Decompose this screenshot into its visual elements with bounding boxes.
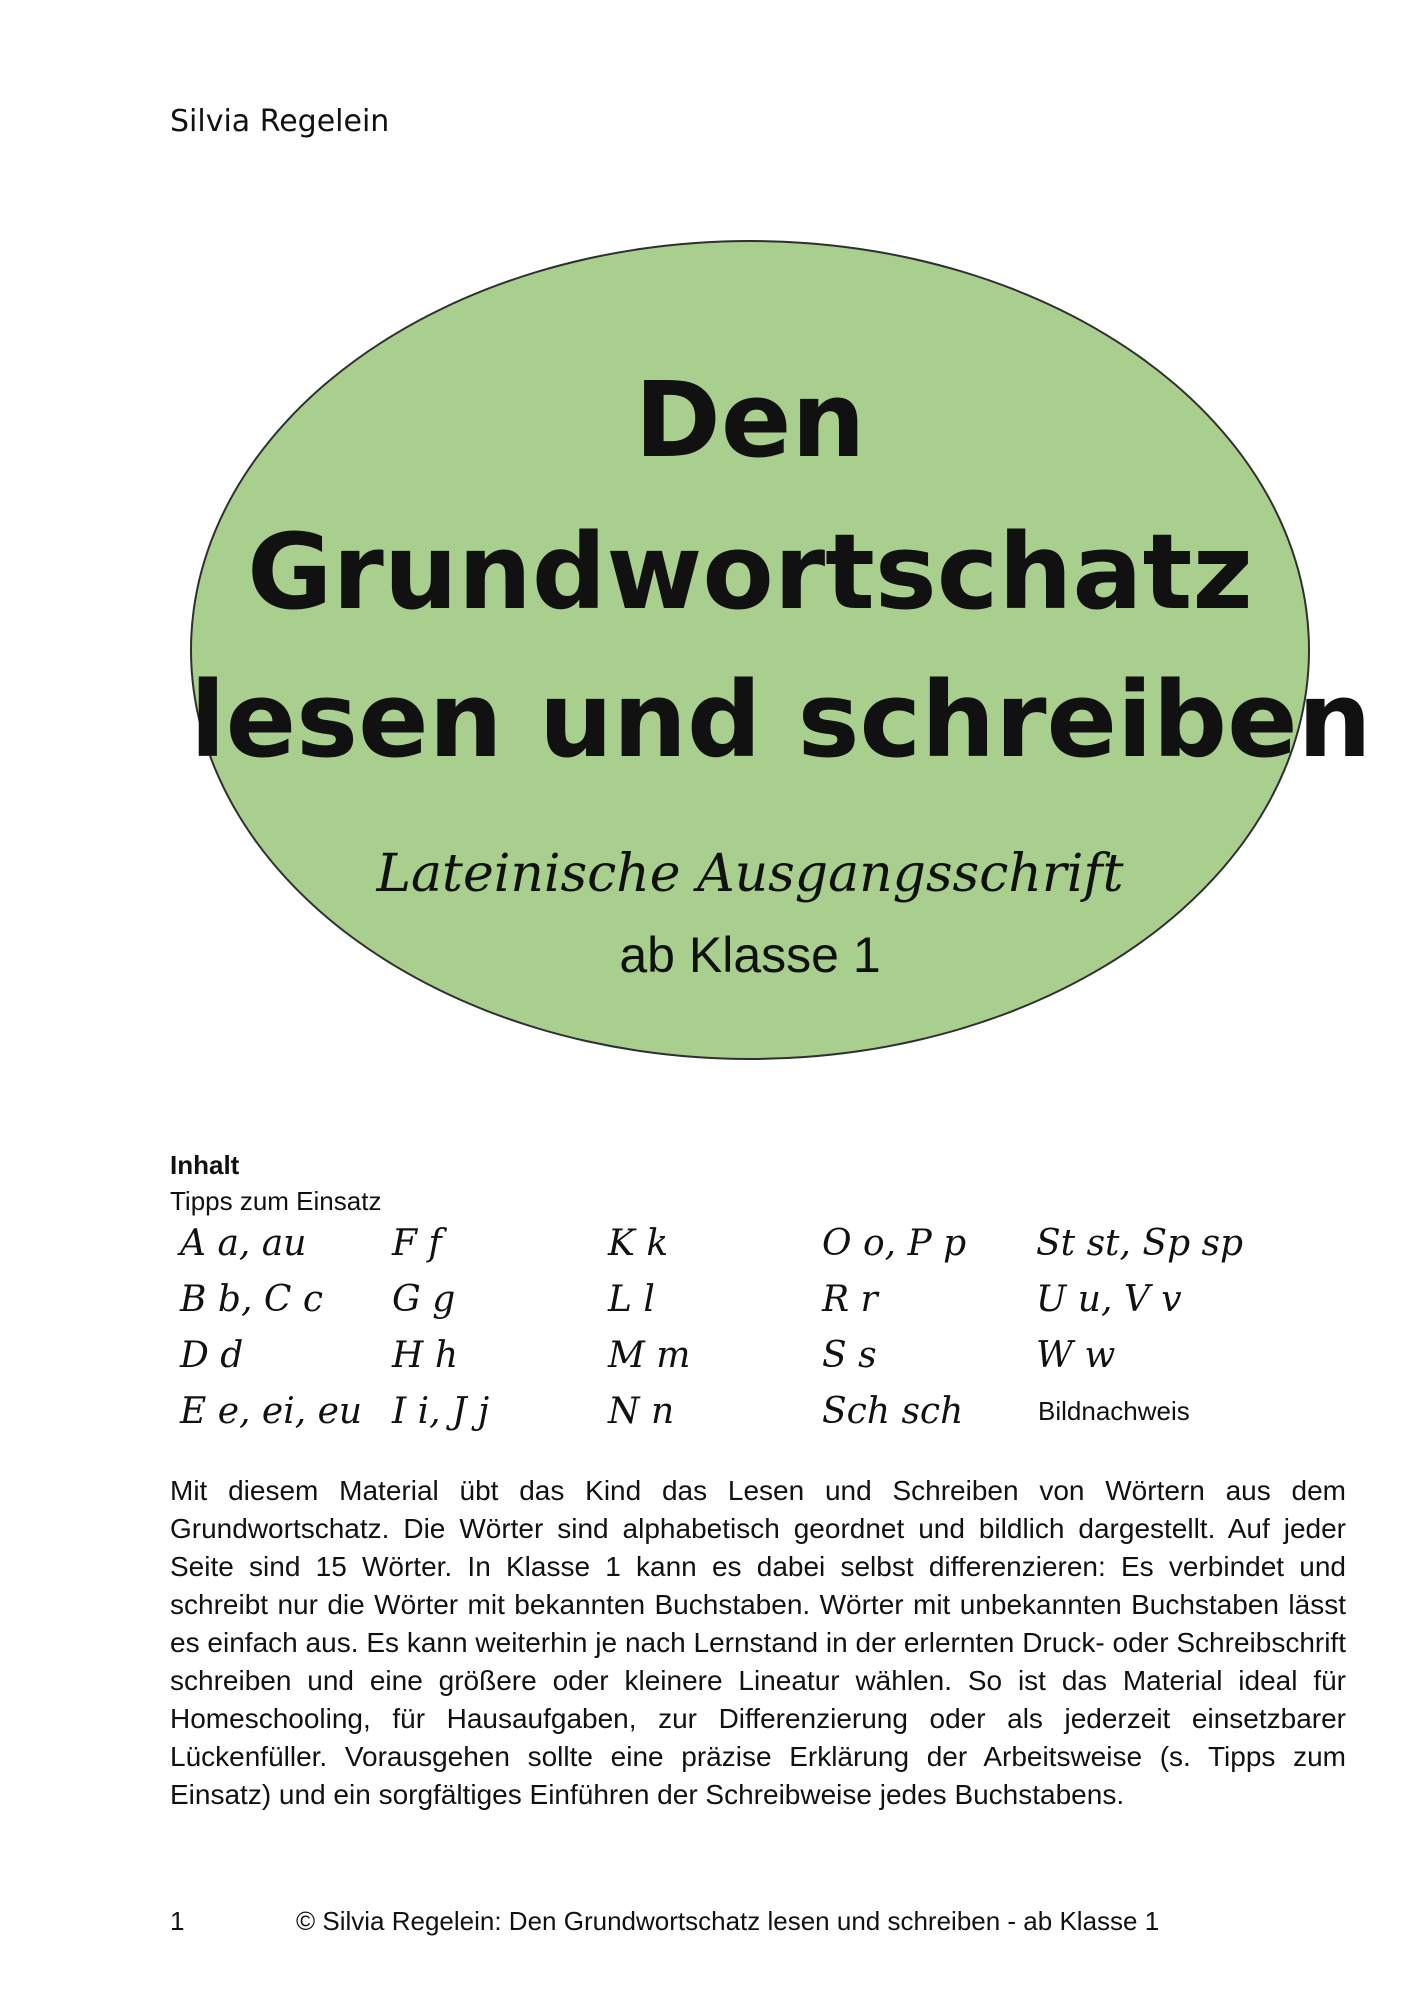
toc-item-letter: B b, C c: [180, 1279, 323, 1320]
toc-item-bildnachweis: Bildnachweis: [1038, 1396, 1190, 1426]
toc-item-letter: G g: [392, 1279, 456, 1320]
title-line-2: Grundwortschatz: [247, 511, 1253, 633]
toc-item-letter: L l: [608, 1279, 655, 1320]
toc-item-letter: O o, P p: [822, 1223, 967, 1264]
toc-item-letter: Sch sch: [822, 1391, 964, 1432]
toc-item-letter: W w: [1036, 1335, 1116, 1376]
intro-paragraph: Mit diesem Material übt das Kind das Lesen und Schreiben von Wörtern aus dem Grundwortschatz. Die Wörter sind alphabetisch geordnet und bildlich dargestellt. Auf jeder Seite sind 15 Wörter. In Klasse 1 kann es dabei selbst differenzieren: Es verbindet und schreibt nur die Wörter mit bekannten Buchstaben. Wörter mit unbekannten Buchstaben lässt es einfach aus. Es kann weiterhin je nach Lernstand in der erlernten Druck- oder Schreibschrift schreiben und eine größere oder kleinere Lineatur wählen. So ist das Material ideal für Homeschooling, für Hausaufgaben, zur Differenzierung oder als jederzeit einsetzbarer Lückenfüller. Vorausgehen sollte eine präzise Erklärung der Arbeitsweise (s. Tipps zum Einsatz) und ein sorgfältiges Einführen der Schreibweise jedes Buchstabens.: [170, 1475, 1346, 1810]
toc-item-letter: M m: [608, 1335, 691, 1376]
toc-item-letter: S s: [822, 1335, 877, 1376]
toc-item-letter: U u, V v: [1036, 1279, 1182, 1320]
toc-item-letter: I i, J j: [392, 1391, 490, 1432]
title-line-3: lesen und schreiben: [190, 659, 1372, 781]
toc-item-letter: D d: [180, 1335, 244, 1376]
toc-item-tipps: Tipps zum Einsatz: [170, 1186, 382, 1216]
footer-page-number: 1: [170, 1906, 185, 1936]
title-line-1: Den: [634, 359, 866, 481]
toc-item-letter: H h: [392, 1335, 459, 1376]
toc-item-letter: F f: [392, 1223, 442, 1264]
footer-copyright: © Silvia Regelein: Den Grundwortschatz lesen und schreiben - ab Klasse 1: [296, 1906, 1160, 1936]
toc-item-letter: R r: [822, 1279, 878, 1320]
toc-item-letter: St st, Sp sp: [1036, 1223, 1244, 1264]
contents-heading: Inhalt: [170, 1150, 240, 1180]
toc-item-letter: A a, au: [180, 1223, 307, 1264]
grade-subtitle: ab Klasse 1: [619, 927, 881, 983]
author-name: Silvia Regelein: [170, 104, 390, 139]
toc-item-letter: E e, ei, eu: [180, 1391, 363, 1432]
script-subtitle: Lateinische Ausgangsschrift: [376, 844, 1124, 904]
toc-item-letter: N n: [608, 1391, 675, 1432]
toc-item-letter: K k: [608, 1223, 669, 1264]
